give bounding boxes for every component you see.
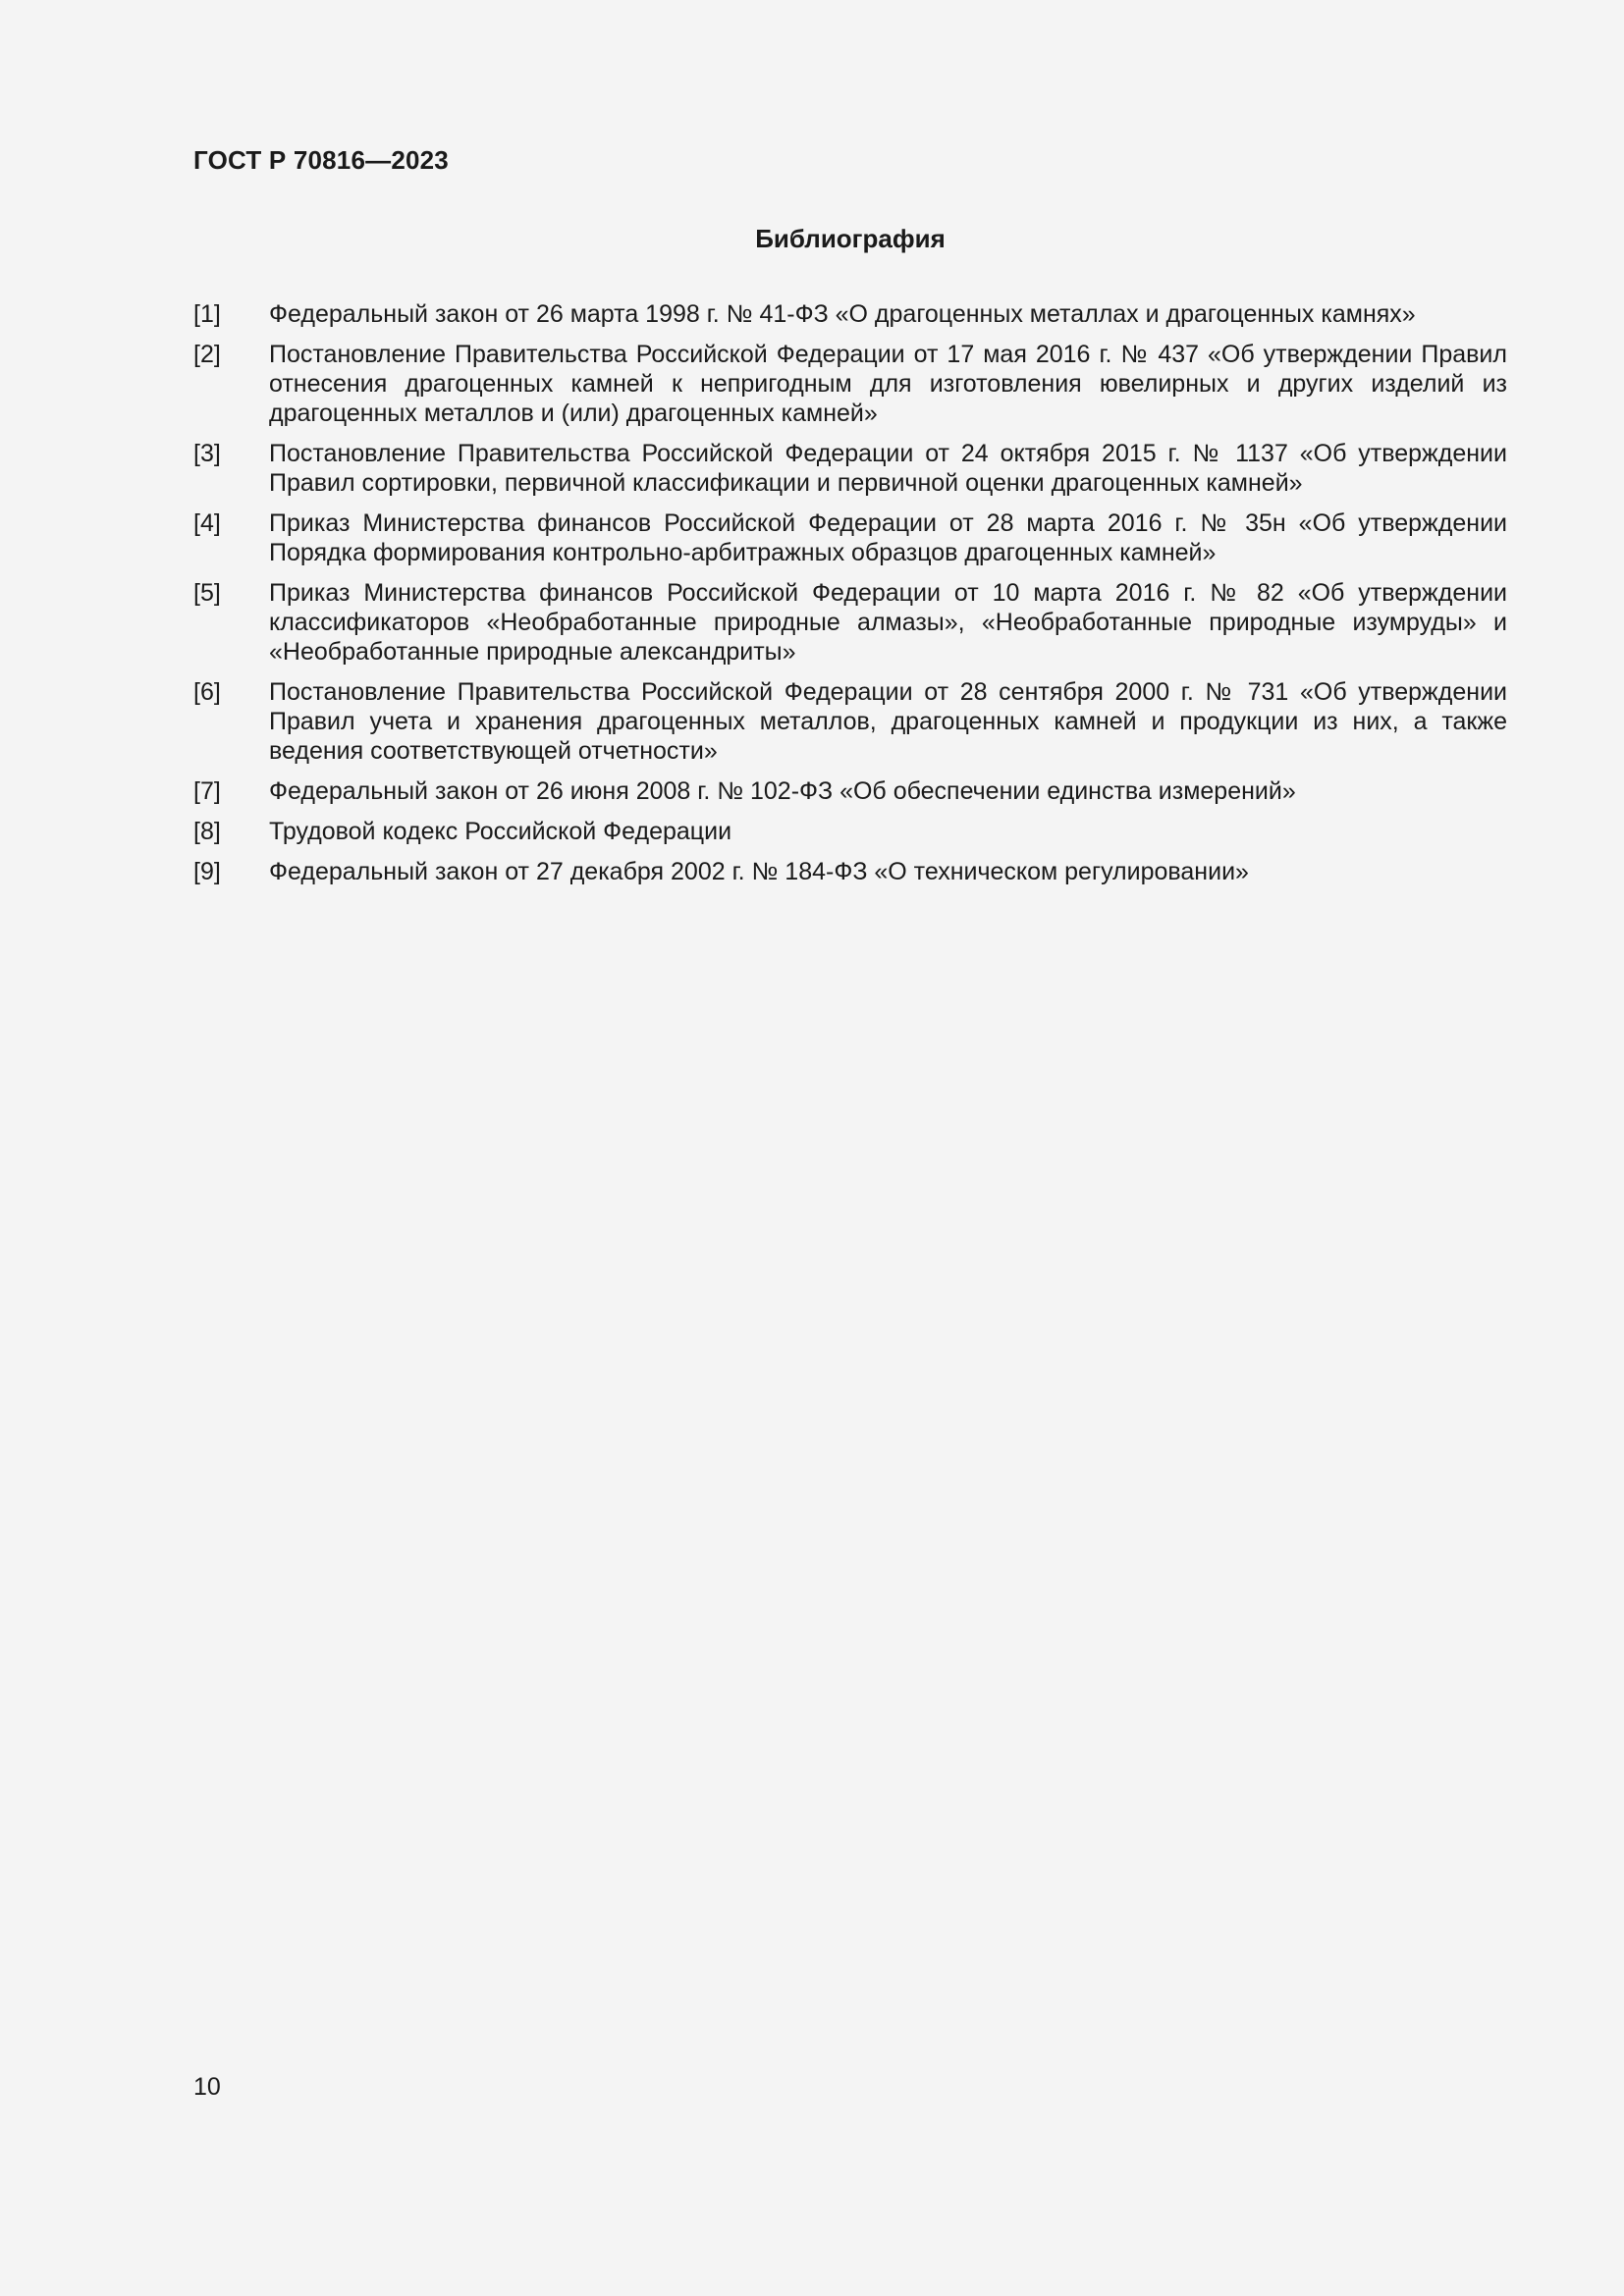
section-title-bibliography: Библиография [755, 224, 946, 253]
document-standard-code: ГОСТ Р 70816—2023 [193, 145, 449, 175]
page-number: 10 [193, 2073, 221, 2101]
bibliography-entry-number: [3] [193, 440, 221, 467]
bibliography-entry-3 [193, 439, 1507, 498]
bibliography-entry-9 [193, 857, 1507, 886]
bibliography-entry-text: Федеральный закон от 26 марта 1998 г. № 41-ФЗ «О драгоценных металлах и драгоценных камнях» [269, 300, 1416, 328]
bibliography-entry-8 [193, 817, 1507, 846]
bibliography-entry-number: [8] [193, 818, 221, 845]
bibliography-entry-number: [5] [193, 579, 221, 607]
bibliography-entry-5 [193, 578, 1507, 667]
bibliography-entry-number: [7] [193, 777, 221, 805]
bibliography-entry-6 [193, 677, 1507, 766]
bibliography-entry-number: [2] [193, 341, 221, 368]
bibliography-entry-number: [1] [193, 300, 221, 328]
bibliography-entry-number: [9] [193, 858, 221, 885]
bibliography-entry-text: Федеральный закон от 26 июня 2008 г. № 102-ФЗ «Об обеспечении единства измерений» [269, 777, 1296, 805]
bibliography-entry-1 [193, 299, 1507, 329]
bibliography-entry-2 [193, 340, 1507, 428]
bibliography-entry-text: Приказ Министерства финансов Российской Федерации от 28 марта 2016 г. № 35н «Об утверждении Порядка формирования контрольно-арбитражных образцов драгоценных камней» [269, 509, 1507, 566]
bibliography-entry-text: Федеральный закон от 27 декабря 2002 г. № 184-ФЗ «О техническом регулировании» [269, 858, 1249, 885]
bibliography-entry-7 [193, 776, 1507, 806]
bibliography-entry-text: Постановление Правительства Российской Федерации от 17 мая 2016 г. № 437 «Об утверждении Правил отнесения драгоценных камней к непригодным для изготовления ювелирных и других изделий из драгоценных металлов и (или) драгоценных камней» [269, 341, 1507, 427]
bibliography-entry-text: Постановление Правительства Российской Федерации от 24 октября 2015 г. № 1137 «Об утверждении Правил сортировки, первичной классификации и первичной оценки драгоценных камней» [269, 440, 1507, 497]
bibliography-entry-number: [4] [193, 509, 221, 537]
bibliography-entry-text: Трудовой кодекс Российской Федерации [269, 818, 732, 845]
bibliography-entry-text: Постановление Правительства Российской Федерации от 28 сентября 2000 г. № 731 «Об утверждении Правил учета и хранения драгоценных металлов, драгоценных камней и продукции из них, а также ведения соответствующей отчетности» [269, 678, 1507, 765]
bibliography-list [193, 299, 1507, 897]
bibliography-entry-number: [6] [193, 678, 221, 706]
bibliography-entry-text: Приказ Министерства финансов Российской Федерации от 10 марта 2016 г. № 82 «Об утверждении классификаторов «Необработанные природные алмазы», «Необработанные природные изумруды» и «Необработанные природные александриты» [269, 579, 1507, 666]
bibliography-entry-4 [193, 508, 1507, 567]
